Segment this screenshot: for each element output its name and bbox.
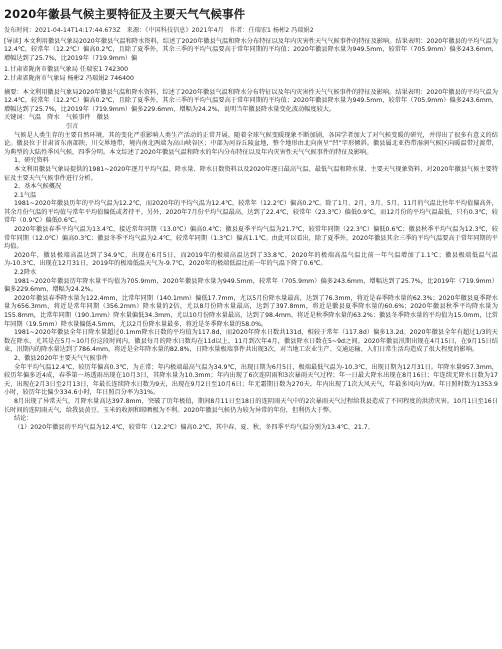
events-paragraph-2: 8月出现了异常天气，月降水量高达397.8mm，突破了历年极值，期间8月11日至18日的连阴雨天气中的2次暴雨天气过程给我县造成了不同程度的洪涝灾害。10月1日至16日长时间的连阴雨天气，给我县黄豆、玉米的收割和晾晒极为不利。2020年徽县气候仍为较为异常的年份，但利仍大于弊。: [4, 397, 498, 414]
publish-meta: 发布时间：2021-04-14T14:17:44.673Z 来源：《中国科技信息》2021年4月 作者：任瑞宏1 杨彬2 冯瑞娟2: [4, 27, 314, 34]
affiliation-1: 1.甘肃省陇南市徽县气象局 任瑞宏1 742300: [4, 66, 129, 74]
article-title: 2020年徽县气候主要特征及主要天气气候事件: [4, 7, 246, 21]
affiliations: [4, 66, 498, 83]
temperature-paragraph-3: 2020年，徽县极端高温达到了34.9℃，出现在6月5日，而2019年的极端高温达到了33.8℃，2020年的极端高温气温比前一年气温增加了1.1℃；徽县极端低温气温为-10.3℃，出现在12月31日，2019年的极端低温天气为-9.7℃，2020年的极端低温比前一年的气温下降了0.6℃。: [4, 251, 498, 268]
temperature-paragraph-2: 2020年徽县春季平均气温为13.4℃，接近常年同期（13.0℃）偏高0.4℃；徽县夏季平均气温为21.7℃，较常年同期（22.3℃）偏低0.6℃；徽县秋季平均气温为12.3℃，较常年同期（12.0℃）偏高0.3℃；徽县冬季平均气温为2.4℃，较常年同期（1.3℃）偏高1.1℃。由此可以看出，除了夏季外，2020年徽县其余三季的平均气温要高于常年同期的平均值。: [4, 226, 498, 251]
intro-paragraph: 气候是人类生存的主要自然环境，其的变化严重影响人类生产活动的正常开展。随着全球气候变暖现象不断加剧，各国学者加大了对气候变暖的研究，并得出了很多有意义的结论。徽县位于甘肃省东南部陕、川交界地带，境内南北两端为高山峡谷区；中部为河谷丘陵盆地，整个地形由北向南呈“凹”字形倾斜。徽县属北亚热带湿润气候区向暖温带过渡带，为典型的大陆性季风气候，四季分明。本文综述了2020年徽县气温和降水的年内分布特征以及年内灾害性天气气候事件的特征及影响。: [4, 131, 498, 156]
precipitation-paragraph-2: 2020年徽县春季降水量为122.4mm，比常年同期（140.1mm）偏低17.7mm，尤以5月份降水量最高，达到了76.3mm，将近是春季降水量的62.3%；2020年徽县夏季降水量为656.3mm，将近是常年同期（356.2mm）降水量的2倍，尤以8月份降水量最高，达到了397.8mm，将近是徽县夏季降水量的60.6%；2020年徽县秋季平均降水量为155.8mm，比常年同期（190.1mm）降水量偏低34.3mm，尤以10月份降水量最高，达到了98.4mm，将近是秋季降水量的63.2%；徽县冬季降水量的平均值为15.0mm，比常年同期（19.5mm）降水量偏低4.5mm，尤以2月份降水量最多，将近是冬季降水量的58.0%。: [4, 294, 498, 328]
section-heading-3: 2、徽县2020年主要天气气候事件: [14, 354, 108, 362]
section-heading-2: 2、基本气候概况: [14, 183, 62, 191]
conclusion-paragraph-1: （1）2020年徽县的平均气温为12.4℃，较常年（12.2℃）偏高0.2℃，其中春、夏、秋、冬四季平均气温分别为13.4℃、21.7、: [14, 423, 374, 431]
lead-abstract: [导读] 本文利用徽县气象局2020年徽县气温和降水资料，综述了2020年徽县气温和降水分布特征以及年内灾害性天气气候事件的特征及影响。结果表明：2020年徽县的平均气温为12.4℃，较常年（12.2℃）偏高0.2℃，且除了夏季外，其余三季的平均气温要高于常年同期的平均值；2020年徽县降水量为949.5mm，较常年（705.9mm）偏多243.6mm，增幅达到了25.7%，比2019年（719.9mm）偏: [4, 37, 498, 62]
affiliation-2: 2.甘肃省陇南市气象局 杨彬2 冯瑞娟2 746400: [4, 74, 134, 82]
intro-heading: 引言: [66, 122, 79, 130]
precipitation-paragraph-3: 1981~2020年徽县全年日降水量超过0.1mm降水日数的平均值为117.8d，而2020年降水日数共131d，相较于常年（117.8d）偏多13.2d。2020年徽县全年有超过1/3的天数在降水，尤其是在5月~10月份这段时间内，徽县每月的降水日数均在11d以上，11月到次年4月，徽县降水日数在5~9d之间。2020年徽县汛期出现在4月15日，在9月15日结束，汛期内的降水量达到了786.4mm，将近是全年降水量的82.8%，日降水量极端事件共出现3次，对当地工农业生产、交通运输、人们日常生活均造成了很大程度的影响。: [4, 329, 498, 354]
conclusion-heading: 结论：: [14, 415, 33, 423]
section-heading-1: 1、研究资料: [14, 157, 49, 165]
temperature-paragraph-1: 1981~2020年徽县历年的平均气温为12.2℃，而2020年的平均气温为12.4℃，较常年（12.2℃）偏高0.2℃。除了1月、2月、3月、5月、11月的气温比往年平均值偏高外，其余月份气温的平均值与常年平均值偏低或者持平。另外，2020年7月份平均气温最高，达到了22.4℃，较常年（23.3℃）偏低0.9℃，而12月份的平均气温最低，只有0.3℃，较常年（0.9℃）偏低0.6℃。: [4, 200, 498, 225]
subsection-heading-temperature: 2.1气温: [14, 191, 37, 199]
data-paragraph: 本文利用徽县气象局提供的1981~2020年逐月平均气温、降水量、降水日数资料以及2020年逐日最高气温、最低气温和降水量、主要天气现象资料，对2020年徽县气候主要特征及主要天气气候事件进行分析。: [4, 165, 498, 182]
subsection-heading-precipitation: 2.2降水: [14, 269, 37, 277]
keywords-line: 关键词：气温 降水 气候事件 徽县: [4, 114, 110, 122]
events-paragraph-1: 全年平均气温12.4℃，较历年偏高0.3℃，为正常；年内极端最高气温为34.9℃，出现日期为6月5日，极端最低气温为-10.3℃，出现日期为12月31日。年降水量957.3mm，较历年偏多近4成，春季第一场透雨出现在10月3日，其降水量为10.3mm；年内出现了6次连阴雨和3次暴雨天气过程；年一日最大降水出现在8月16日；年连续无降水日数为17天，出现在2月3日至2月13日，年最长连续降水日数为9天，出现在9月2日至10月6日；年无霜期日数为270天。年内出现了1次大风天气，年最多风向为W。年日照时数为1353.9小时，较历年比偏少334.6小时，年日照百分率为31%。: [4, 363, 498, 397]
precipitation-paragraph-1: 1981~2020年徽县历年降水量平均值为705.9mm，2020年徽县降水量为949.5mm，较常年（705.9mm）偏多243.6mm，增幅达到了25.7%，比2019年（719.9mm）偏多229.6mm，增幅为24.2%。: [4, 277, 498, 294]
summary-paragraph: 摘要：本文利用徽县气象局2020年徽县气温和降水资料，综述了2020年徽县气温和降水分布特征以及年内灾害性天气气候事件的特征及影响。结果表明：2020年徽县的平均气温为12.4℃，较常年（12.2℃）偏高0.2℃，且除了夏季外，其余三季的平均气温要高于常年同期的平均值；2020年徽县降水量为949.5mm，较常年（705.9mm）偏多243.6mm，增幅达到了25.7%，比2019年（719.9mm）偏多229.6mm，增幅为24.2%，说明当年徽县降水量变化波动幅度较大。: [4, 88, 498, 113]
